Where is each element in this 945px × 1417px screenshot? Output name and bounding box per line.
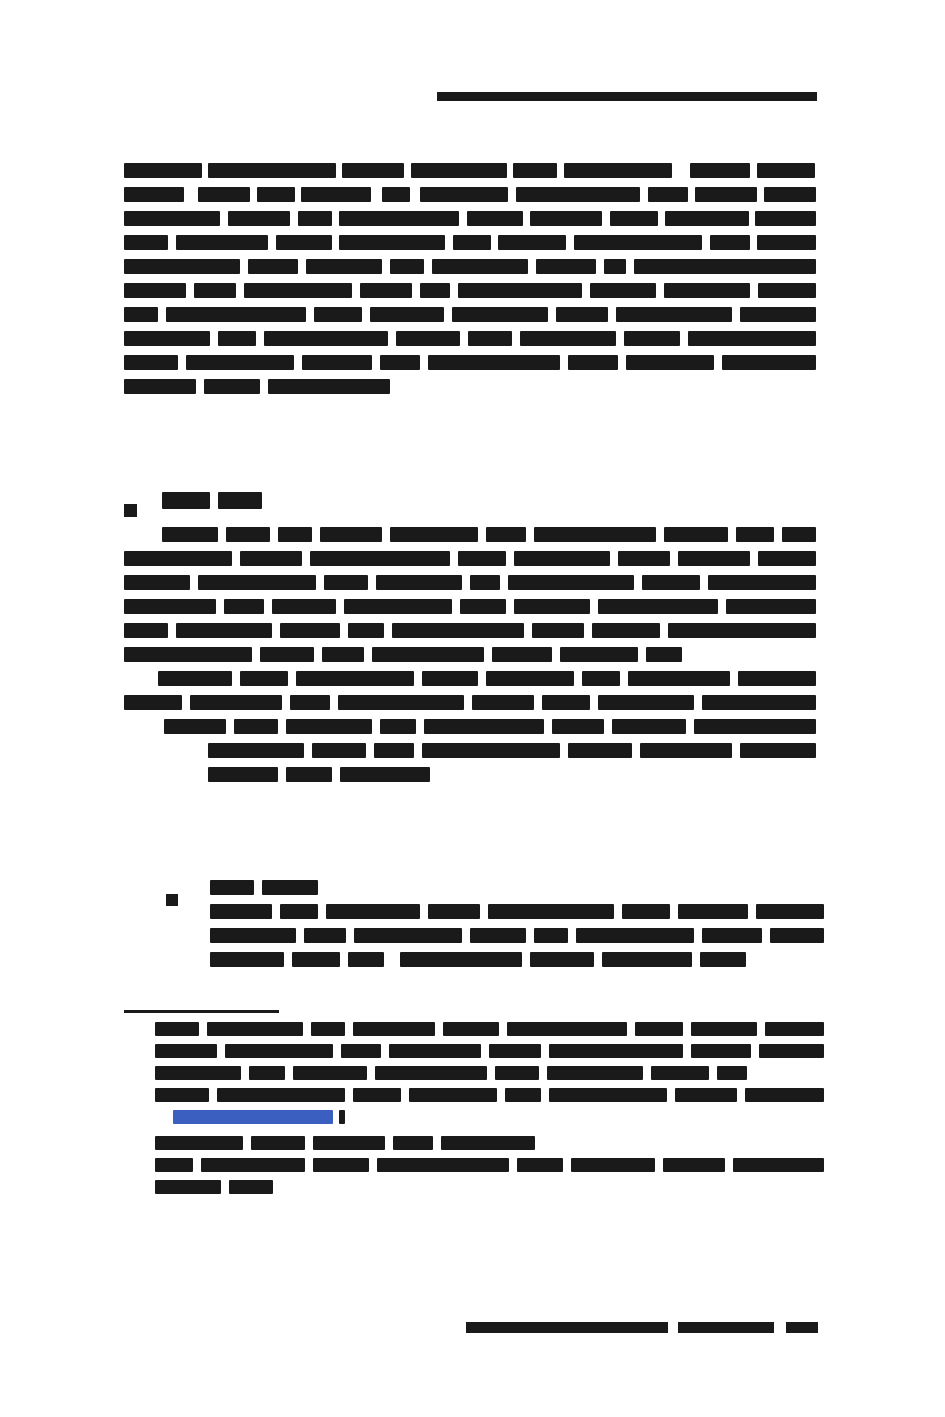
text-line <box>124 307 824 322</box>
sub-bulleted-list-item <box>210 880 824 976</box>
running-head-redacted <box>437 92 817 101</box>
text-line <box>210 952 824 967</box>
text-line <box>210 880 824 895</box>
text-line <box>124 599 824 614</box>
text-line <box>124 379 824 394</box>
text-line <box>124 623 824 638</box>
text-line <box>124 551 824 566</box>
body-paragraph-1 <box>124 163 824 403</box>
text-line <box>155 1136 824 1150</box>
list-bullet-marker <box>124 504 137 517</box>
footnote-separator-rule <box>124 1010 279 1013</box>
text-line <box>124 743 824 758</box>
footer-left-text <box>0 0 1 1</box>
text-line <box>155 1044 824 1058</box>
text-line <box>124 163 824 178</box>
page-number-redacted <box>786 1322 818 1333</box>
text-line <box>124 767 824 782</box>
footnote-hyperlink[interactable] <box>173 1110 333 1124</box>
text-line <box>155 1158 824 1172</box>
text-line <box>124 575 824 590</box>
text-line <box>124 527 824 542</box>
footnote-block <box>155 1022 824 1202</box>
text-line <box>155 1180 824 1194</box>
text-line <box>124 211 824 226</box>
footnote-block-text <box>0 0 1 1</box>
text-line <box>155 1066 824 1080</box>
text-line <box>155 1088 824 1102</box>
text-line <box>124 647 824 662</box>
footer-center-redacted <box>678 1322 774 1333</box>
footer-center-text <box>0 0 1 1</box>
text-line <box>124 187 824 202</box>
text-line <box>124 331 824 346</box>
footer-left-redacted <box>466 1322 668 1333</box>
footer-right-text <box>0 0 1 1</box>
footnote-link-line[interactable] <box>155 1110 824 1124</box>
text-line <box>210 928 824 943</box>
running-head-text <box>0 0 1 1</box>
text-line <box>124 235 824 250</box>
text-line <box>162 492 824 509</box>
text-line <box>124 355 824 370</box>
text-line <box>210 904 824 919</box>
bulleted-list-section-text <box>0 0 1 1</box>
body-paragraph-1-text <box>0 0 1 1</box>
text-line <box>124 259 824 274</box>
bulleted-list-section <box>162 492 824 518</box>
text-line <box>124 719 824 734</box>
text-line <box>124 283 824 298</box>
text-line <box>124 671 824 686</box>
sub-list-bullet-marker <box>166 894 178 906</box>
bulleted-list-body <box>124 527 824 791</box>
text-line <box>124 695 824 710</box>
sub-bulleted-list-item-text <box>0 0 1 1</box>
footnote-hyperlink-text <box>0 0 1 1</box>
text-line <box>155 1022 824 1036</box>
